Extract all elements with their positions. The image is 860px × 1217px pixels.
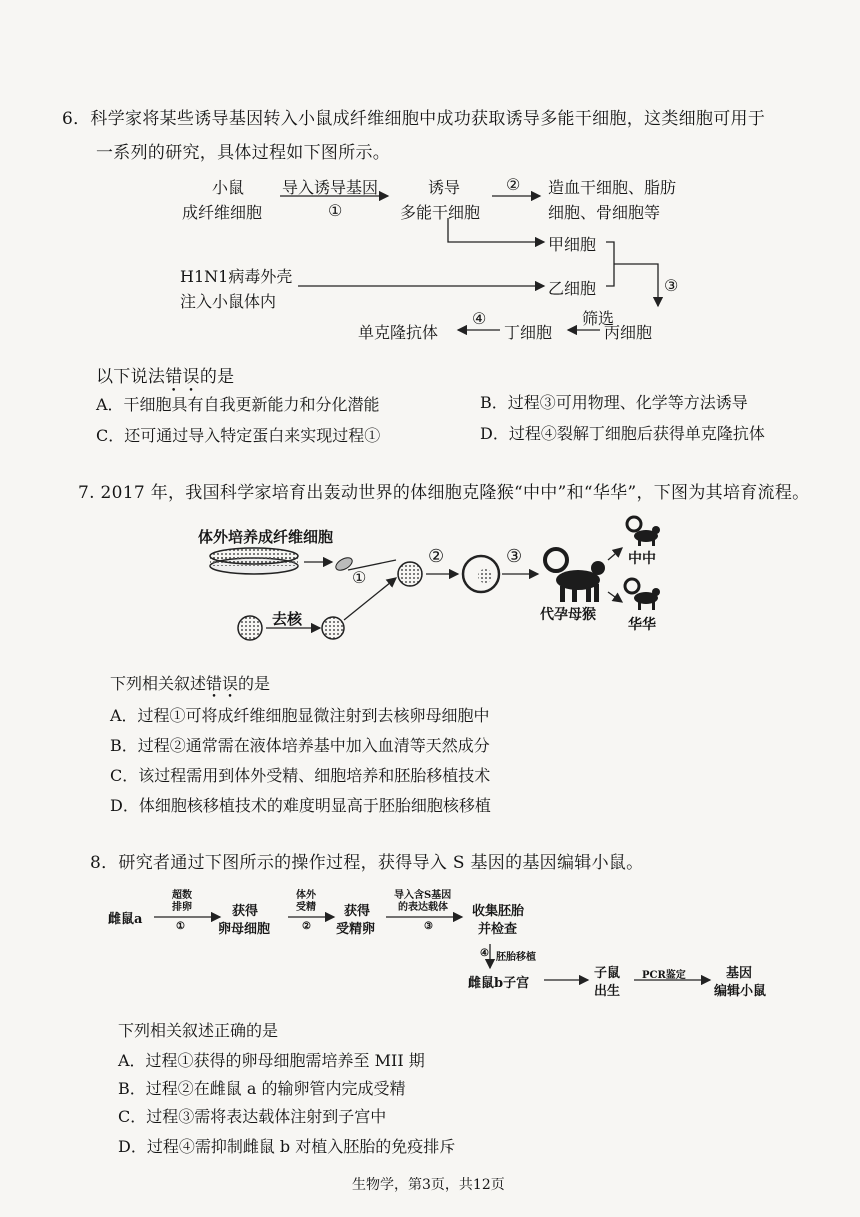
q7-prompt-pre: 下列相关叙述 [110,674,207,693]
induce-gene-label: 导入诱导基因 [282,178,379,197]
cell-ding-label: 丁细胞 [504,323,553,342]
page-footer: 生物学，第3页，共12页 [352,1177,505,1193]
virus-label-2: 注入小鼠体内 [180,292,277,311]
obtain-oocyte-label-2: 卵母细胞 [218,922,271,937]
q6-stem-line1: 6．科学家将某些诱导基因转入小鼠成纤维细胞中成功获取诱导多能干细胞，这类细胞可用于 [62,109,766,129]
cell-jia-label: 甲细胞 [548,235,597,254]
enucleate-label: 去核 [272,610,303,628]
superovulation-label-1: 超数 [172,890,192,901]
ivf-label-1: 体外 [296,890,316,901]
collect-embryo-label-1: 收集胚胎 [472,904,525,919]
mab-label: 单克隆抗体 [358,323,439,342]
obtain-oocyte-label-1: 获得 [232,904,259,919]
pup-birth-label-2: 出生 [594,984,621,999]
pup-birth-label-1: 子鼠 [594,966,621,981]
vector-label-1: 导入含S基因 [394,890,452,901]
q8-step3-label: ③ [424,921,433,932]
cell-yi-label: 乙细胞 [548,279,597,298]
culture-label: 体外培养成纤维细胞 [198,528,334,546]
q6-option-c: C．还可通过导入特定蛋白来实现过程① [96,426,381,445]
mouse-fibroblast-label-2: 成纤维细胞 [182,203,263,222]
step3-label: ③ [664,276,679,295]
ips-label-1: 诱导 [428,178,461,197]
q8-stem: 8．研究者通过下图所示的操作过程，获得导入 S 基因的基因编辑小鼠。 [90,853,644,873]
q7-stem: 7. 2017 年，我国科学家培育出轰动世界的体细胞克隆猴“中中”和“华华”，下图为其培育流程。 [78,483,810,503]
edited-mouse-label-1: 基因 [726,966,753,981]
vector-label-2: 的表达载体 [398,902,448,913]
virus-label-1: H1N1病毒外壳 [180,267,293,286]
step4-label: ④ [472,309,487,328]
q7-option-a: A．过程①可将成纤维细胞显微注射到去核卵母细胞中 [110,706,490,725]
q8-step2-label: ② [302,921,311,932]
q8-option-d: D．过程④需抑制雌鼠 b 对植入胚胎的免疫排斥 [118,1137,456,1156]
zhongzhong-label: 中中 [628,551,656,567]
ips-label-2: 多能干细胞 [400,203,481,222]
differentiated-label-2: 细胞、骨细胞等 [548,203,661,222]
q7-option-c: C．该过程需用到体外受精、细胞培养和胚胎移植技术 [110,766,491,785]
obtain-zygote-label-1: 获得 [344,904,371,919]
q7-prompt-emph-2: 误 [222,674,239,693]
q7-step1-label: ① [352,568,367,587]
q6-prompt-emph-1: 错 [165,367,183,387]
q8-step4-label: ④ [480,948,489,959]
surrogate-label: 代孕母猴 [540,607,596,623]
q6-prompt-pre: 以下说法 [96,367,166,387]
step1-label: ① [328,201,343,220]
ivf-label-2: 受精 [296,902,316,913]
q7-step2-label: ② [428,546,445,567]
mouse-fibroblast-label-1: 小鼠 [212,178,245,197]
q8-option-a: A．过程①获得的卵母细胞需培养至 MII 期 [118,1051,425,1070]
differentiated-label-1: 造血干细胞、脂肪 [548,178,677,197]
q6-option-b: B．过程③可用物理、化学等方法诱导 [480,393,748,412]
pcr-label: PCR鉴定 [642,970,686,981]
q8-prompt: 下列相关叙述正确的是 [118,1021,279,1040]
q7-option-d: D．体细胞核移植技术的难度明显高于胚胎细胞核移植 [110,796,491,815]
cell-bing-label: 丙细胞 [604,323,653,342]
q6-prompt-post: 的是 [199,367,235,387]
q8-step1-label: ① [176,921,185,932]
edited-mouse-label-2: 编辑小鼠 [714,984,767,999]
q7-prompt-post: 的是 [238,674,271,693]
q7-step3-label: ③ [506,546,523,567]
q6-prompt-emph-2: 误 [182,367,200,387]
huahua-label: 华华 [628,617,656,633]
step2-label: ② [506,175,521,194]
collect-embryo-label-2: 并检查 [478,922,518,937]
q7-option-b: B．过程②通常需在液体培养基中加入血清等天然成分 [110,736,490,755]
superovulation-label-2: 排卵 [172,902,192,913]
screen-label: 筛选 [582,309,615,328]
q7-prompt-emph-1: 错 [206,674,223,693]
q8-option-c: C．过程③需将表达载体注射到子宫中 [118,1107,387,1126]
q6-option-d: D．过程④裂解丁细胞后获得单克隆抗体 [480,424,765,443]
q6-stem-line2: 一系列的研究，具体过程如下图所示。 [96,143,391,163]
female-b-uterus-label: 雌鼠b子宫 [468,976,530,991]
female-a-label: 雌鼠a [108,912,143,927]
obtain-zygote-label-2: 受精卵 [336,922,376,937]
embryo-transfer-label: 胚胎移植 [496,952,536,963]
q6-option-a: A．干细胞具有自我更新能力和分化潜能 [96,395,380,414]
q8-option-b: B．过程②在雌鼠 a 的输卵管内完成受精 [118,1079,406,1098]
